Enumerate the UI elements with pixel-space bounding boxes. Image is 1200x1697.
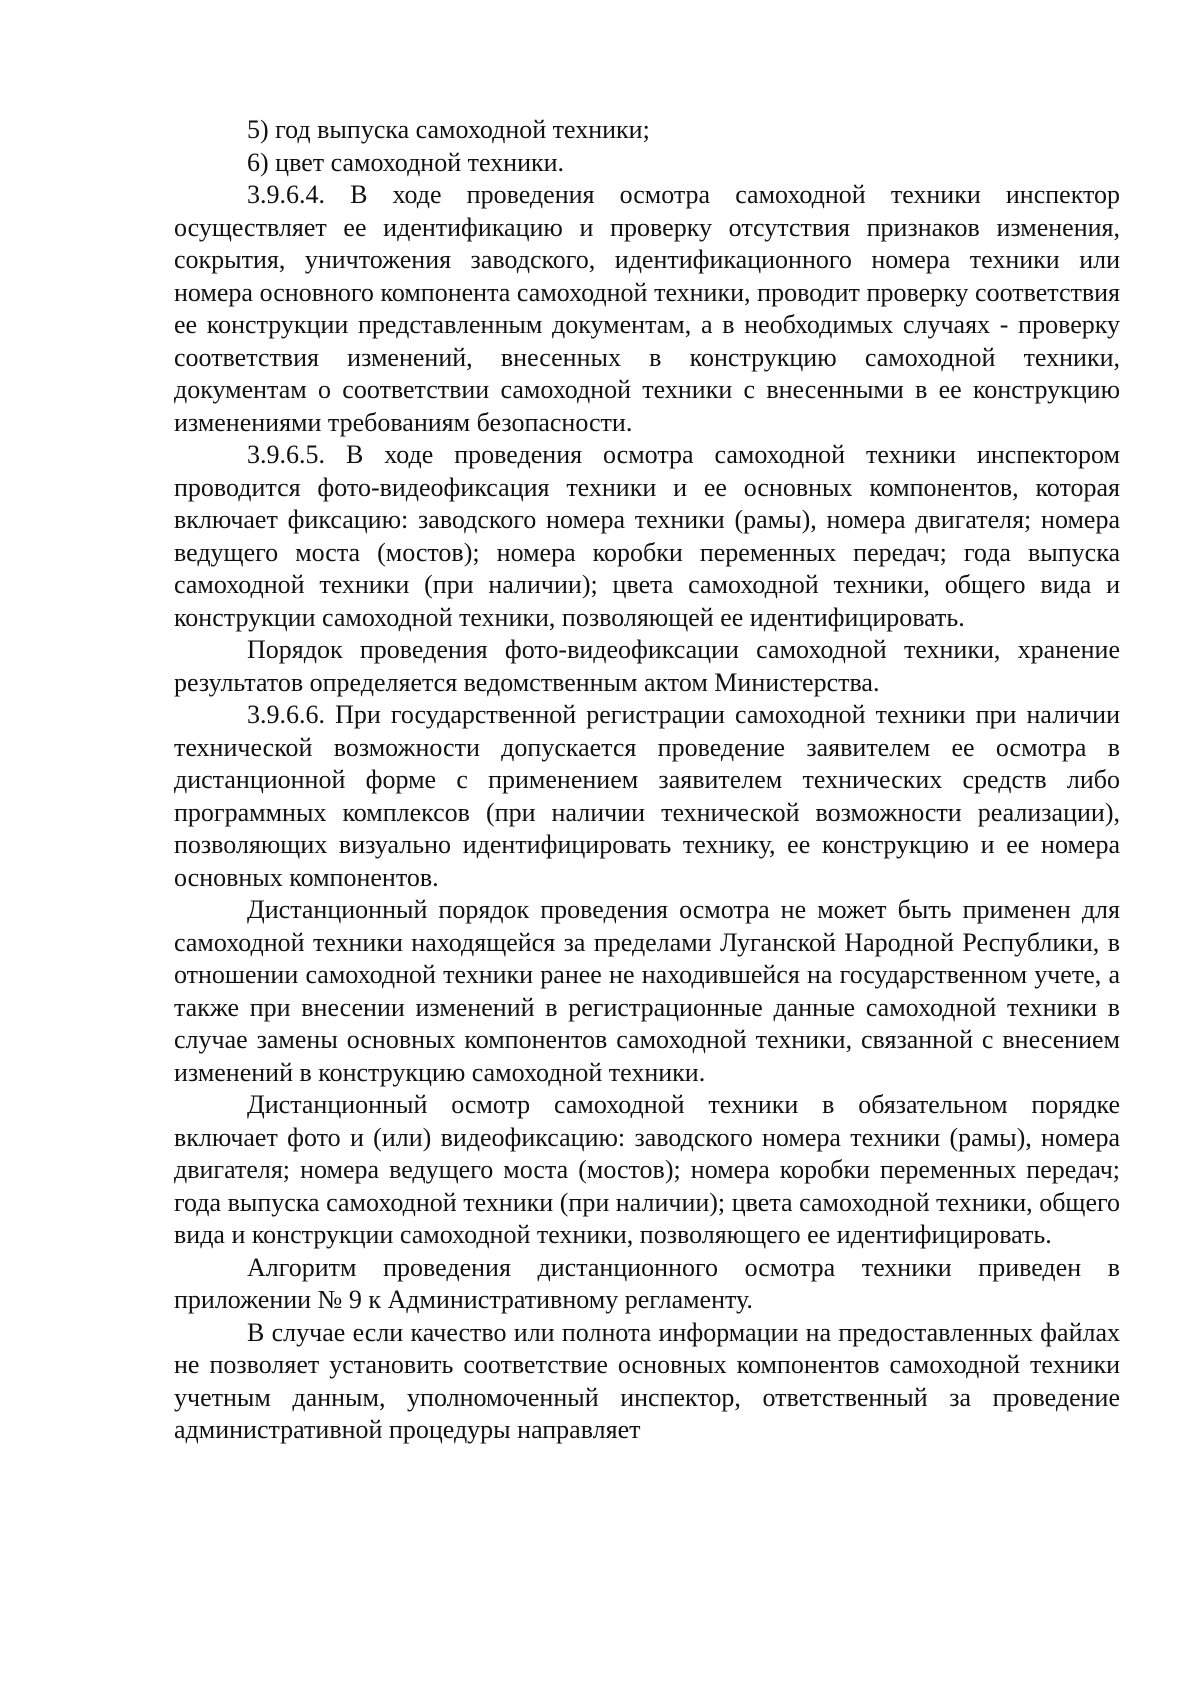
list-item-color: 6) цвет самоходной техники. bbox=[247, 147, 565, 177]
paragraph-3-9-6-5: 3.9.6.5. В ходе проведения осмотра самоходной техники инспектором проводится фото-видеофиксация техники и ее основных компонентов, которая включает фиксацию: заводского номера техники (рамы), номера двигателя; номера ведущего моста (мостов); номера коробки переменных передач; года выпуска самоходной техники (при наличии); цвета самоходной техники, общего вида и конструкции самоходной техники, позволяющей ее идентифицировать. bbox=[174, 440, 1120, 632]
paragraph-remote-inspection-content: Дистанционный осмотр самоходной техники в обязательном порядке включает фото и (или) видеофиксацию: заводского номера техники (рамы), номера двигателя; номера ведущего моста (мостов); номера коробки переменных передач; года выпуска самоходной техники (при наличии); цвета самоходной техники, общего вида и конструкции самоходной техники, позволяющего ее идентифицировать. bbox=[174, 1090, 1120, 1249]
paragraph-3-9-6-4: 3.9.6.4. В ходе проведения осмотра самоходной техники инспектор осуществляет ее идентификацию и проверку отсутствия признаков изменения, сокрытия, уничтожения заводского, идентификационного номера техники или номера основного компонента самоходной техники, проводит проверку соответствия ее конструкции представленным документам, а в необходимых случаях - проверку соответствия изменений, внесенных в конструкцию самоходной техники, документам о соответствии самоходной техники с внесенными в ее конструкцию изменениями требованиям безопасности. bbox=[174, 180, 1120, 437]
list-item-year: 5) год выпуска самоходной техники; bbox=[247, 115, 650, 144]
paragraph-remote-restrictions: Дистанционный порядок проведения осмотра не может быть применен для самоходной техники находящейся за пределами Луганской Народной Республики, в отношении самоходной техники ранее не находившейся на государственном учете, а также при внесении изменений в регистрационные данные самоходной техники в случае замены основных компонентов самоходной техники, связанной с внесением изменений в конструкцию самоходной техники. bbox=[174, 895, 1120, 1087]
paragraph-algorithm-reference: Алгоритм проведения дистанционного осмотра техники приведен в приложении № 9 к Административному регламенту. bbox=[174, 1252, 1120, 1314]
paragraph-insufficient-quality: В случае если качество или полнота информации на предоставленных файлах не позволяет установить соответствие основных компонентов самоходной техники учетным данным, уполномоченный инспектор, ответственный за проведение административной процедуры направляет bbox=[174, 1317, 1120, 1444]
paragraph-photo-video-procedure: Порядок проведения фото-видеофиксации самоходной техники, хранение результатов определяется ведомственным актом Министерства. bbox=[174, 635, 1120, 697]
paragraph-3-9-6-6: 3.9.6.6. При государственной регистрации самоходной техники при наличии технической возможности допускается проведение заявителем ее осмотра в дистанционной форме с применением заявителем технических средств либо программных комплексов (при наличии технической возможности реализации), позволяющих визуально идентифицировать технику, ее конструкцию и ее номера основных компонентов. bbox=[174, 700, 1120, 892]
document-page bbox=[174, 114, 1120, 1447]
